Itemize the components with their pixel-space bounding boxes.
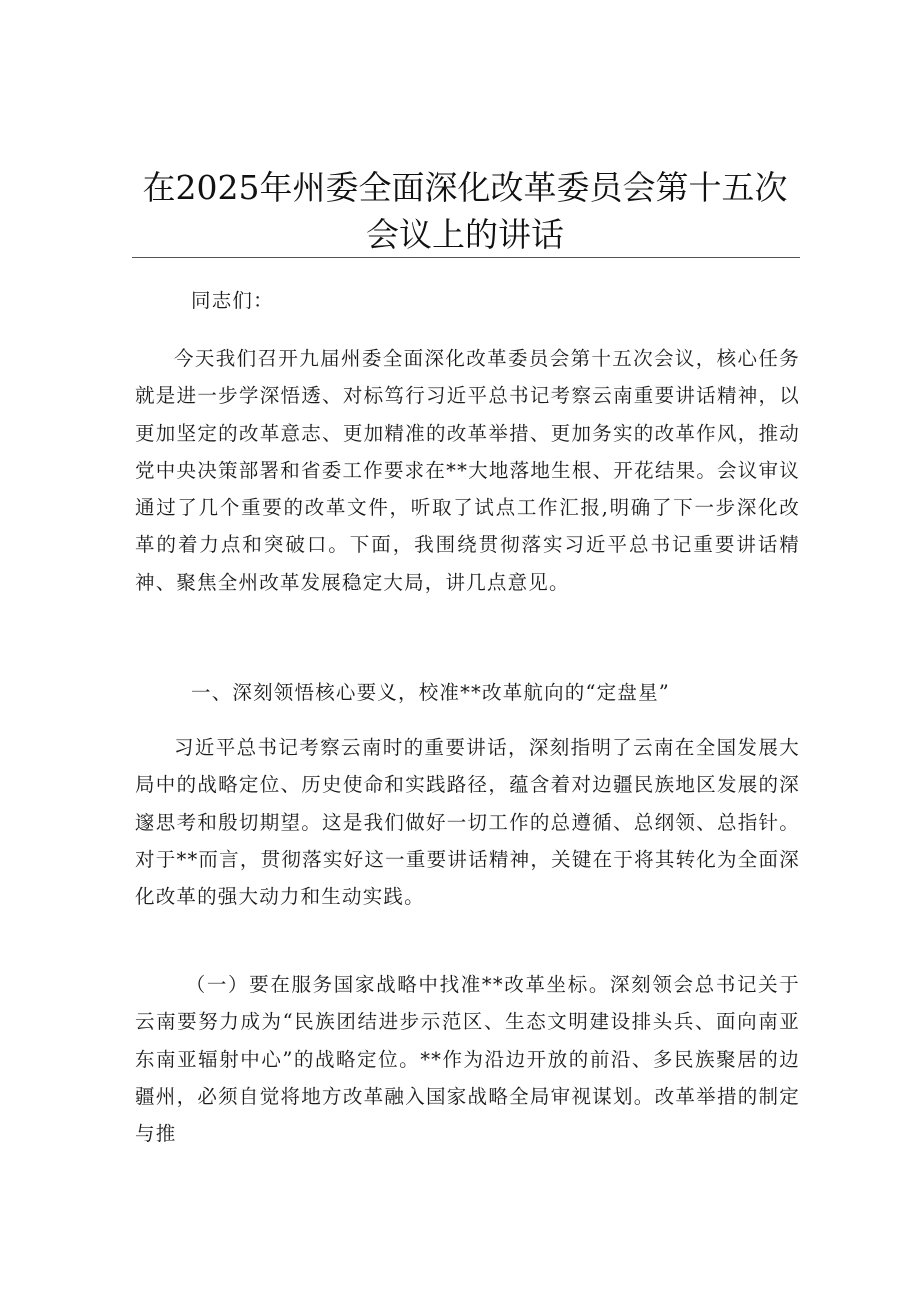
paragraph-subsection1: （一）要在服务国家战略中找准**改革坐标。深刻领会总书记关于云南要努力成为“民族团结进步示范区、生态文明建设排头兵、面向南亚东南亚辐射中心”的战略定位。**作为沿边开放的前沿、多民族聚居的边疆州，必须自觉将地方改革融入国家战略全局审视谋划。改革举措的制定与推 <box>135 973 800 1146</box>
section-heading-1: 一、深刻领悟核心要义，校准**改革航向的“定盘星” <box>191 681 670 704</box>
document-title-line1: 在2025年州委全面深化改革委员会第十五次 <box>142 168 788 207</box>
paragraph-section1-body: 习近平总书记考察云南时的重要讲话，深刻指明了云南在全国发展大局中的战略定位、历史使命和实践路径，蕴含着对边疆民族地区发展的深邃思考和殷切期望。这是我们做好一切工作的总遵循、总纲领、总指针。对于**而言，贯彻落实好这一重要讲话精神，关键在于将其转化为全面深化改革的强大动力和生动实践。 <box>135 736 800 909</box>
salutation: 同志们： <box>191 289 274 312</box>
paragraph-intro: 今天我们召开九届州委全面深化改革委员会第十五次会议，核心任务就是进一步学深悟透、对标笃行习近平总书记考察云南重要讲话精神，以更加坚定的改革意志、更加精准的改革举措、更加务实的改革作风，推动党中央决策部署和省委工作要求在**大地落地生根、开花结果。会议审议通过了几个重要的改革文件，听取了试点工作汇报,明确了下一步深化改革的着力点和突破口。下面，我围绕贯彻落实习近平总书记重要讲话精神、聚焦全州改革发展稳定大局，讲几点意见。 <box>135 347 800 594</box>
title-divider <box>132 257 800 258</box>
document-title-line2: 会议上的讲话 <box>366 215 564 254</box>
